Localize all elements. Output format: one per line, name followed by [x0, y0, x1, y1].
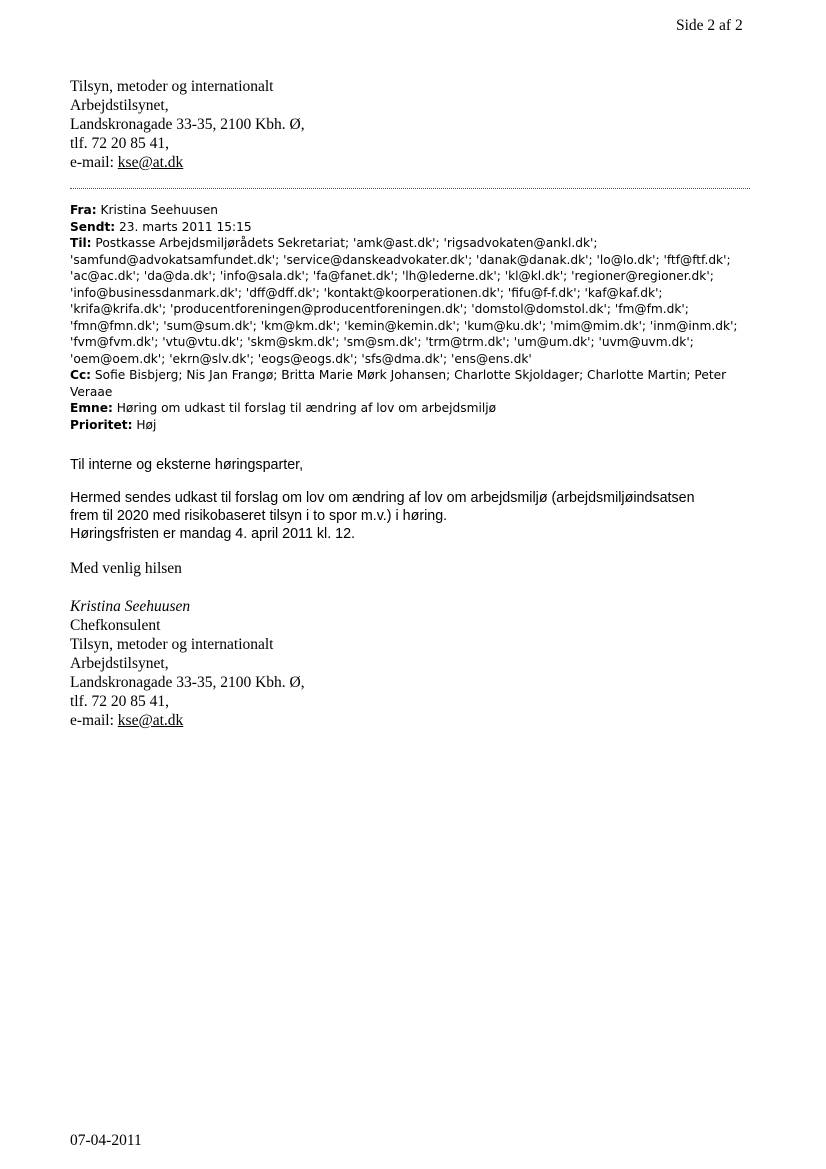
to-value: Postkasse Arbejdsmiljørådets Sekretariat; 'amk@ast.dk'; 'rigsadvokaten@ankl.dk';: [95, 236, 598, 250]
body-paragraph: [70, 489, 695, 543]
signature-line: tlf. 72 20 85 41,: [70, 693, 170, 710]
subject-value: Høring om udkast til forslag til ændring af lov om arbejdsmiljø: [116, 401, 497, 415]
sent-value: 23. marts 2011 15:15: [119, 219, 252, 234]
signature-line: Chefkonsulent: [70, 617, 161, 634]
subject-row: [70, 400, 738, 417]
sent-row: [70, 219, 738, 236]
body-line: frem til 2020 med risikobaseret tilsyn i to spor m.v.) i høring.: [70, 508, 448, 524]
signature-line: Arbejdstilsynet,: [70, 655, 169, 672]
priority-label: Prioritet:: [70, 417, 133, 432]
footer-date: 07-04-2011: [70, 1132, 142, 1149]
top-signature: [70, 77, 305, 172]
body-line: Høringsfristen er mandag 4. april 2011 kl. 12.: [70, 526, 356, 542]
cc-line: Veraae: [70, 384, 113, 399]
to-line: 'info@businessdanmark.dk'; 'dff@dff.dk'; 'kontakt@koorperationen.dk'; 'fifu@f-f.dk'; 'kaf@kaf.dk';: [70, 285, 663, 300]
priority-row: [70, 417, 738, 434]
subject-label: Emne:: [70, 401, 113, 415]
to-row: [70, 235, 738, 252]
top-signature-line: Arbejdstilsynet,: [70, 97, 169, 114]
email-header: [70, 202, 738, 433]
to-line: 'fvm@fvm.dk'; 'vtu@vtu.dk'; 'skm@skm.dk'; 'sm@sm.dk'; 'trm@trm.dk'; 'um@um.dk'; 'uvm@uvm.dk';: [70, 335, 694, 349]
from-value: Kristina Seehuusen: [100, 203, 218, 217]
email-prefix: e-mail:: [70, 154, 118, 171]
top-signature-line: Tilsyn, metoder og internationalt: [70, 78, 274, 95]
header-separator: [70, 188, 750, 189]
cc-row: [70, 367, 738, 384]
from-label: Fra:: [70, 203, 97, 217]
body-greeting: Til interne og eksterne høringsparter,: [70, 457, 304, 473]
top-signature-line: tlf. 72 20 85 41,: [70, 135, 170, 152]
sent-label: Sendt:: [70, 219, 116, 234]
body-line: Hermed sendes udkast til forslag om lov om ændring af lov om arbejdsmiljø (arbejdsmiljøindsatsen: [70, 490, 695, 506]
to-line: 'oem@oem.dk'; 'ekrn@slv.dk'; 'eogs@eogs.dk'; 'sfs@dma.dk'; 'ens@ens.dk': [70, 351, 532, 366]
email-prefix: e-mail:: [70, 712, 118, 729]
to-line: 'samfund@advokatsamfundet.dk'; 'service@danskeadvokater.dk'; 'danak@danak.dk'; 'lo@lo.dk'; 'ftf@ftf.dk';: [70, 252, 731, 267]
signature-name: Kristina Seehuusen: [70, 598, 191, 615]
from-row: [70, 202, 738, 219]
signature-line: Tilsyn, metoder og internationalt: [70, 636, 274, 653]
salutation: Med venlig hilsen: [70, 560, 182, 577]
to-line: 'ac@ac.dk'; 'da@da.dk'; 'info@sala.dk'; 'fa@fanet.dk'; 'lh@lederne.dk'; 'kl@kl.dk'; 'regioner@regioner.dk';: [70, 269, 714, 283]
top-signature-line: Landskronagade 33-35, 2100 Kbh. Ø,: [70, 116, 305, 133]
to-label: Til:: [70, 236, 92, 250]
page-number: Side 2 af 2: [676, 17, 743, 34]
email-link[interactable]: kse@at.dk: [117, 712, 184, 729]
email-link[interactable]: kse@at.dk: [117, 154, 184, 171]
closing-signature: [70, 597, 305, 730]
cc-value: Sofie Bisbjerg; Nis Jan Frangø; Britta Marie Mørk Johansen; Charlotte Skjoldager; Charlotte Martin; Peter: [94, 368, 727, 382]
signature-line: Landskronagade 33-35, 2100 Kbh. Ø,: [70, 674, 305, 691]
to-line: 'krifa@krifa.dk'; 'producentforeningen@producentforeningen.dk'; 'domstol@domstol.dk'; 'fm@fm.dk';: [70, 302, 689, 316]
to-line: 'fmn@fmn.dk'; 'sum@sum.dk'; 'km@km.dk'; 'kemin@kemin.dk'; 'kum@ku.dk'; 'mim@mim.dk'; 'inm@inm.dk';: [70, 318, 738, 333]
top-signature-email-line: [70, 153, 305, 172]
priority-value: Høj: [136, 417, 157, 432]
cc-label: Cc:: [70, 368, 92, 382]
signature-email-line: [70, 711, 305, 730]
